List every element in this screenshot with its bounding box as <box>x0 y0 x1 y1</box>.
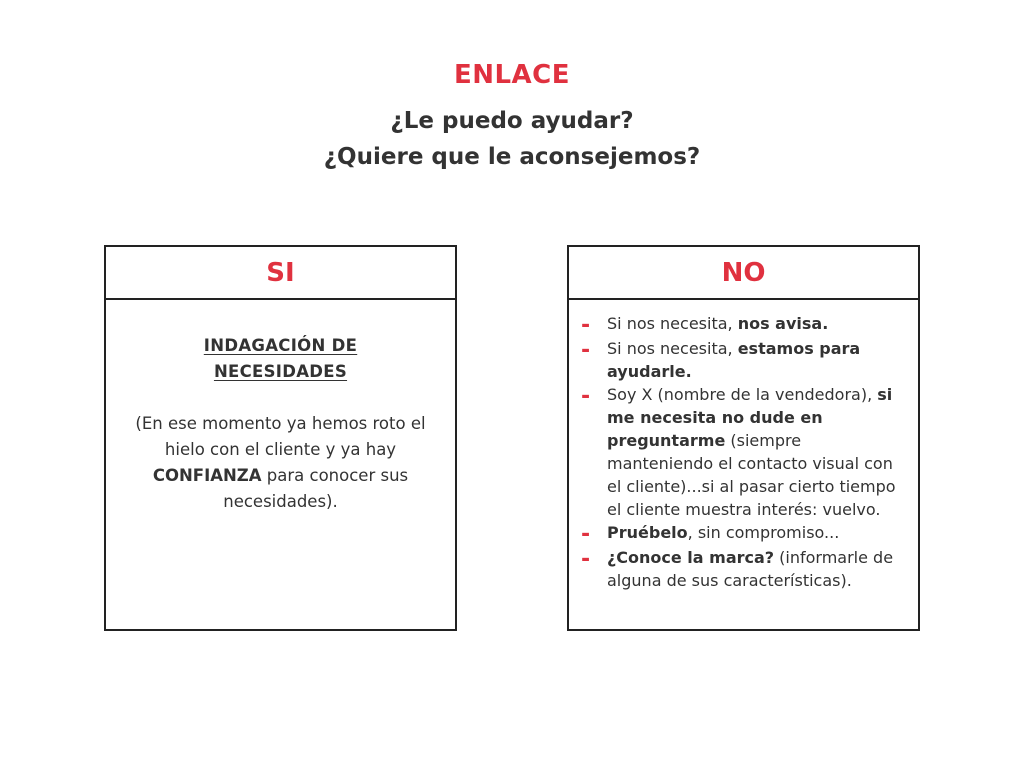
si-description-post: para conocer sus necesidades). <box>223 466 409 511</box>
list-item-bold: estamos para ayudarle. <box>607 339 861 381</box>
dash-bullet-icon: - <box>581 338 591 363</box>
list-item <box>581 337 912 383</box>
no-list <box>581 312 912 592</box>
list-item <box>581 546 912 592</box>
si-description-bold: CONFIANZA <box>152 466 262 485</box>
list-item-text <box>607 546 912 592</box>
list-item-post: (siempre manteniendo el contacto visual con el cliente)...si al pasar cierto tiempo el cliente muestra interés: vuelvo. <box>607 431 896 519</box>
list-item-text <box>607 383 912 521</box>
list-item <box>581 521 912 546</box>
list-item-bold: nos avisa. <box>737 314 829 333</box>
list-item-text <box>607 521 912 544</box>
list-item-post: (informarle de alguna de sus características). <box>607 548 894 590</box>
list-item-post: , sin compromiso... <box>687 523 840 542</box>
no-box-body <box>569 300 918 592</box>
list-item-pre: Si nos necesita, <box>607 339 738 358</box>
dash-bullet-icon: - <box>581 522 591 547</box>
list-item-text <box>607 312 912 335</box>
page-subtitle <box>0 103 1024 175</box>
si-section-title-line-2: NECESIDADES <box>213 362 348 381</box>
si-box-body <box>106 300 455 515</box>
subtitle-line-1: ¿Le puedo ayudar? <box>390 108 634 134</box>
list-item-bold: ¿Conoce la marca? <box>607 548 775 567</box>
si-box <box>104 245 457 631</box>
no-box <box>567 245 920 631</box>
list-item-text <box>607 337 912 383</box>
si-box-heading: SI <box>106 247 455 300</box>
si-section-title-line-1: INDAGACIÓN DE <box>203 336 358 355</box>
list-item <box>581 383 912 521</box>
list-item <box>581 312 912 337</box>
no-box-heading: NO <box>569 247 918 300</box>
si-description <box>130 411 431 515</box>
si-description-pre: (En ese momento ya hemos roto el hielo con el cliente y ya hay <box>135 414 426 459</box>
page-title: ENLACE <box>453 60 571 90</box>
list-item-pre: Soy X (nombre de la vendedora), <box>607 385 878 404</box>
list-item-bold: Pruébelo <box>607 523 688 542</box>
list-item-pre: Si nos necesita, <box>607 314 738 333</box>
dash-bullet-icon: - <box>581 313 591 338</box>
dash-bullet-icon: - <box>581 547 591 572</box>
list-item-bold: si me necesita no dude en preguntarme <box>607 385 893 450</box>
si-section-title <box>130 333 431 385</box>
subtitle-line-2: ¿Quiere que le aconsejemos? <box>323 144 701 170</box>
dash-bullet-icon: - <box>581 384 591 409</box>
